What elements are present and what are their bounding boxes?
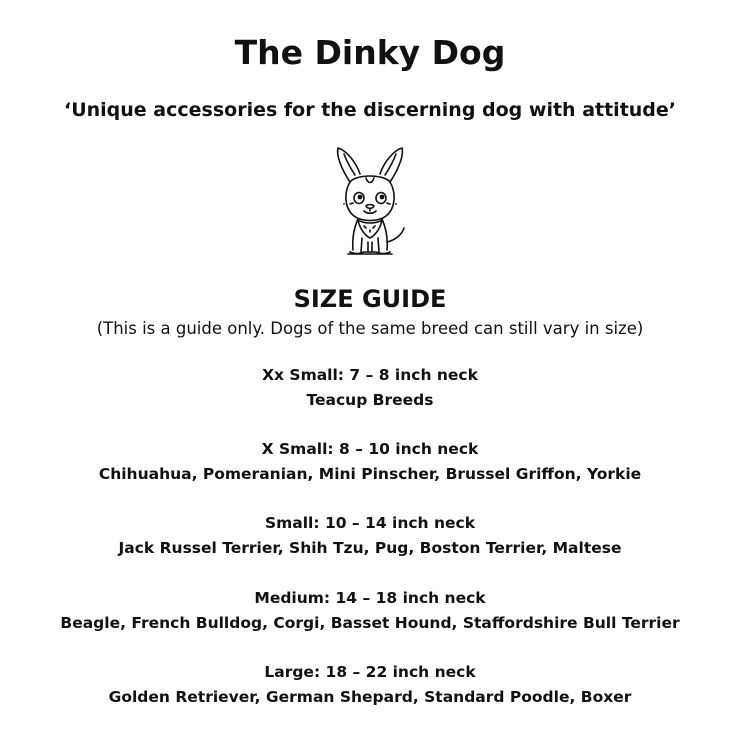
size-range: Medium: 14 – 18 inch neck [254, 589, 486, 607]
size-entry-large [0, 660, 740, 710]
size-range: X Small: 8 – 10 inch neck [261, 440, 479, 458]
size-entry-x-small [0, 437, 740, 487]
breed-list: Beagle, French Bulldog, Corgi, Basset Hound, Staffordshire Bull Terrier [60, 614, 680, 632]
breed-list: Golden Retriever, German Shepard, Standard Poodle, Boxer [108, 688, 632, 706]
size-range: Xx Small: 7 – 8 inch neck [262, 366, 478, 384]
breed-list: Jack Russel Terrier, Shih Tzu, Pug, Boston Terrier, Maltese [118, 539, 622, 557]
breed-list: Teacup Breeds [306, 391, 434, 409]
size-range: Large: 18 – 22 inch neck [264, 663, 476, 681]
cartoon-dog-icon [320, 142, 420, 262]
size-entry-xx-small [0, 363, 740, 413]
breed-list: Chihuahua, Pomeranian, Mini Pinscher, Brussel Griffon, Yorkie [98, 465, 642, 483]
page-title: The Dinky Dog [234, 33, 506, 72]
size-entry-medium [0, 586, 740, 636]
size-guide-note: (This is a guide only. Dogs of the same breed can still vary in size) [96, 319, 644, 338]
tagline: ‘Unique accessories for the discerning dog with attitude’ [63, 99, 677, 121]
size-entry-small [0, 511, 740, 561]
size-range: Small: 10 – 14 inch neck [264, 514, 476, 532]
size-guide-heading: SIZE GUIDE [293, 285, 447, 313]
